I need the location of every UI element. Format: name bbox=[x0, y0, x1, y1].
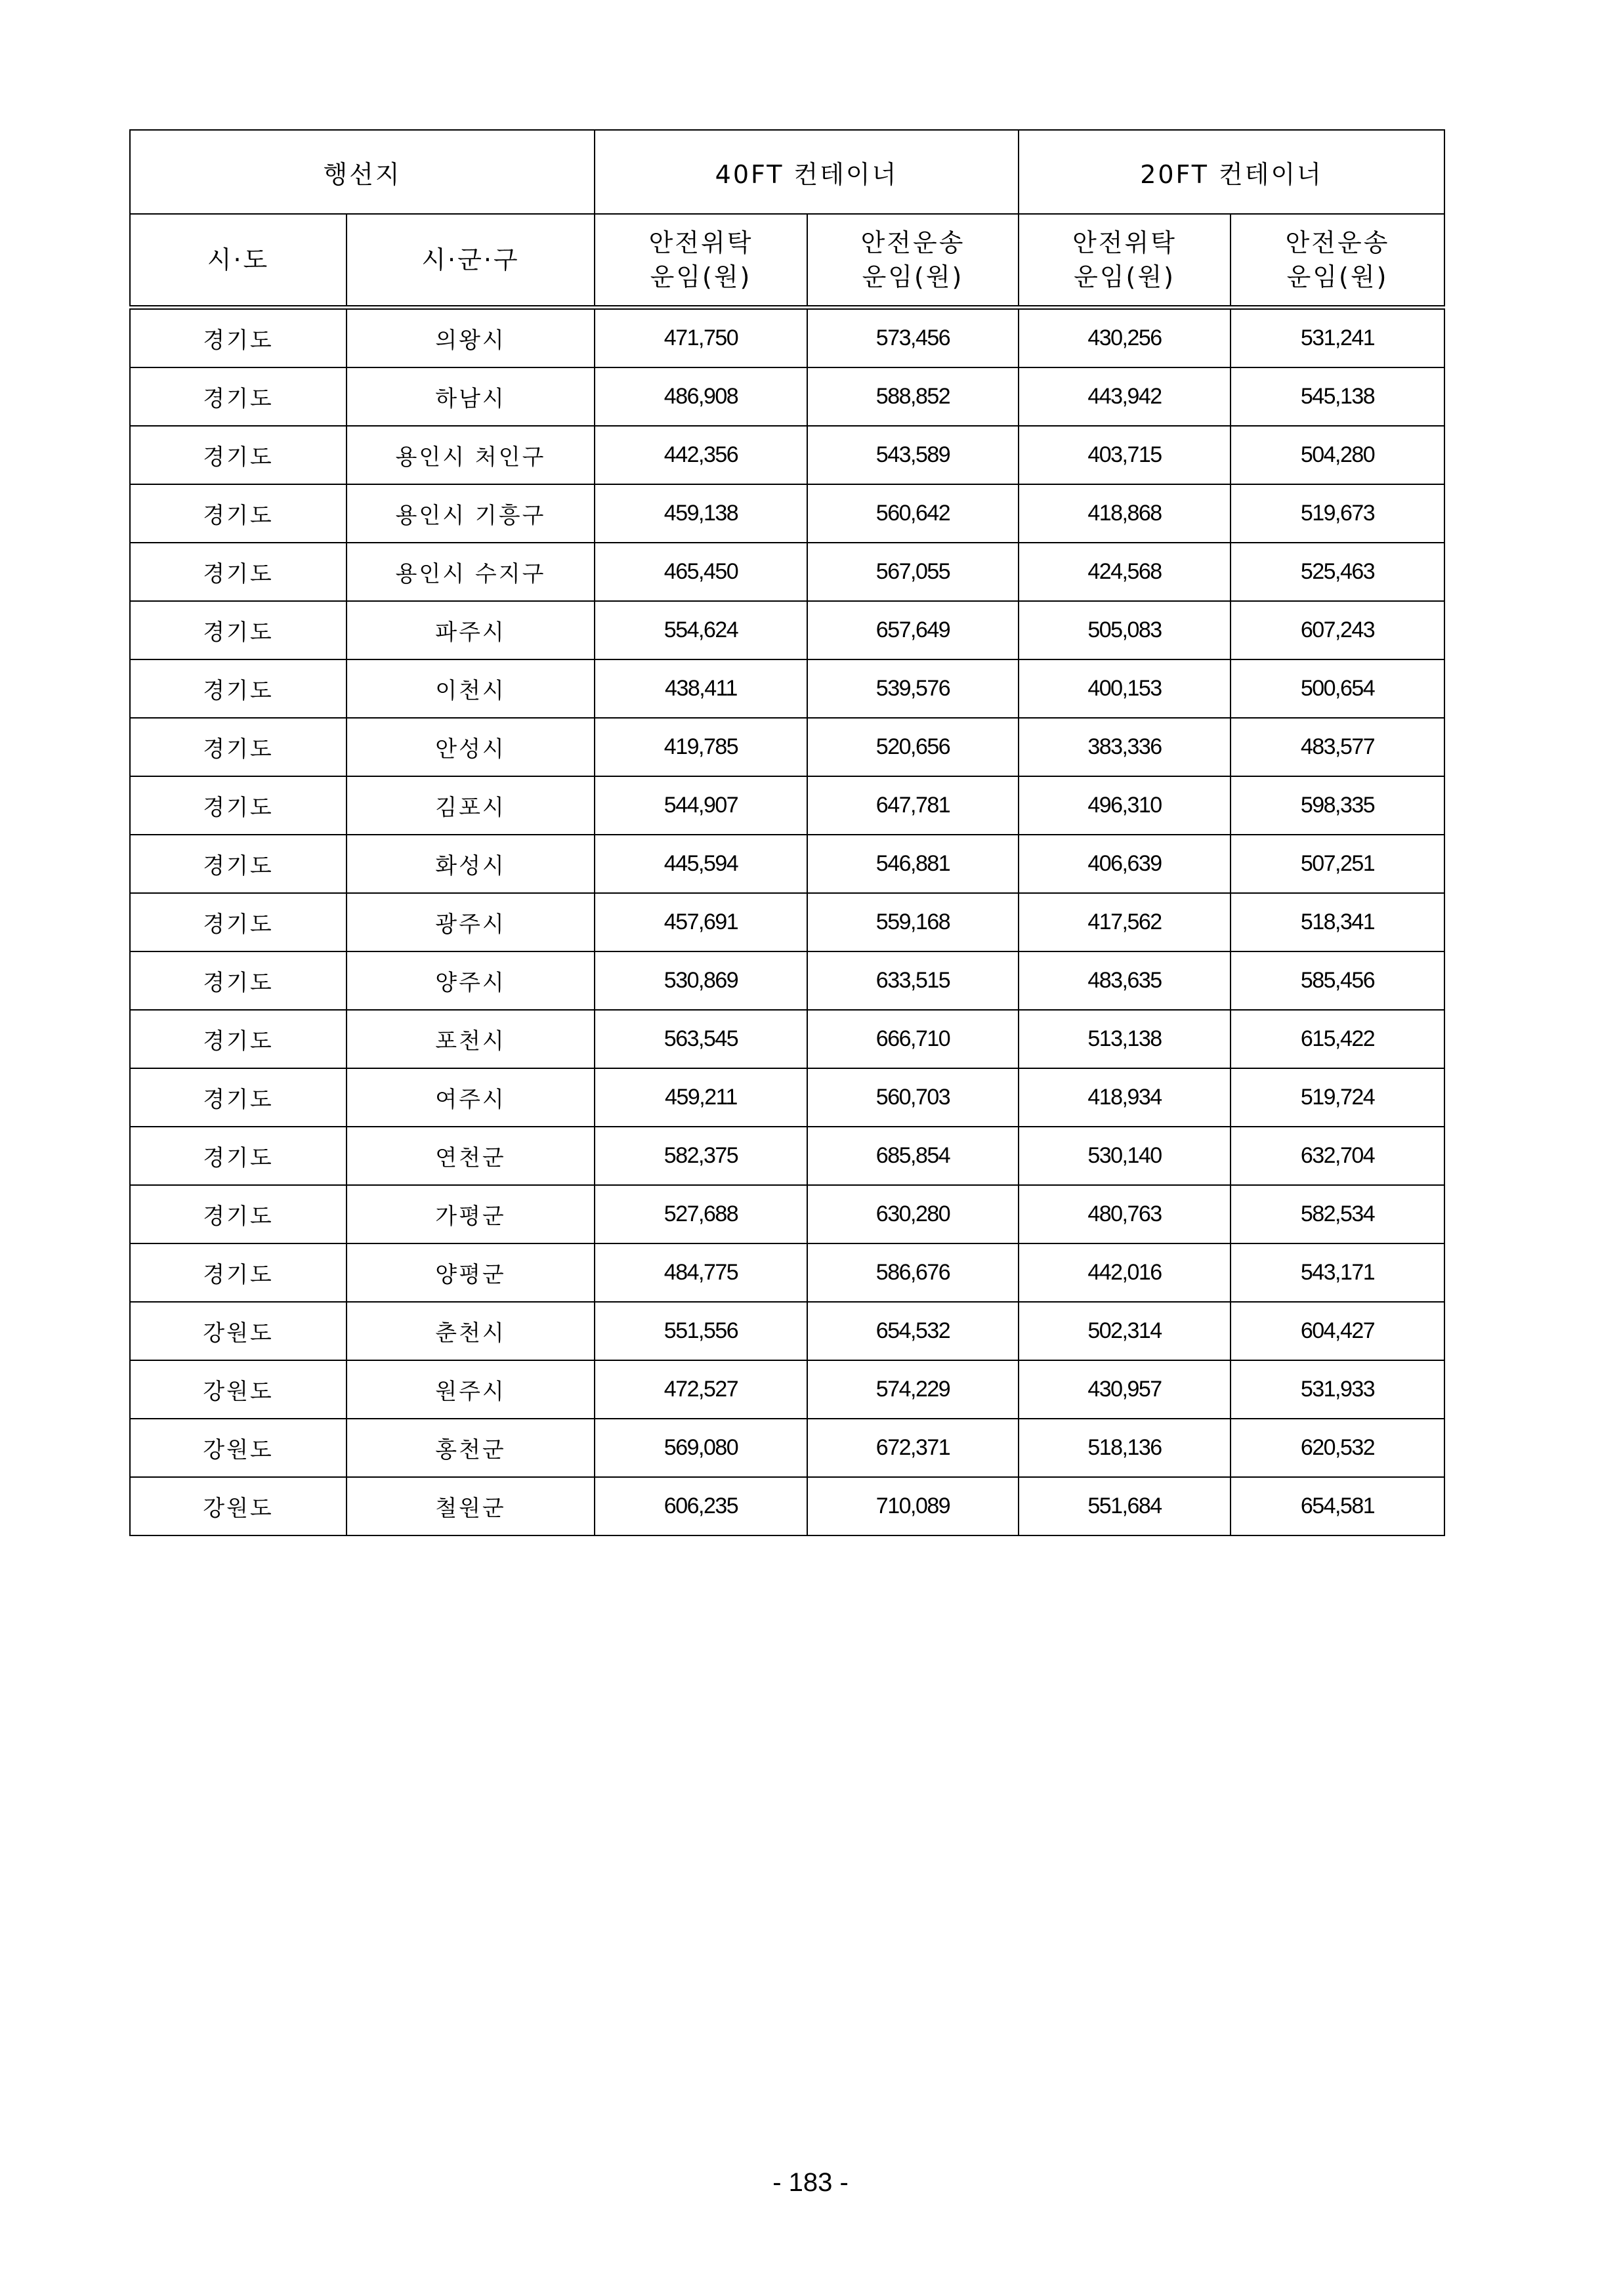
province-cell: 경기도 bbox=[130, 1010, 347, 1068]
city-cell: 포천시 bbox=[347, 1010, 595, 1068]
table-row bbox=[130, 1068, 1444, 1127]
ft40-transport-cell: 560,642 bbox=[807, 484, 1019, 543]
table-row bbox=[130, 1360, 1444, 1419]
ft20-transport-cell: 483,577 bbox=[1231, 718, 1444, 776]
ft40-transport-cell: 633,515 bbox=[807, 951, 1019, 1010]
ft20-transport-cell: 654,581 bbox=[1231, 1477, 1444, 1535]
ft40-transport-cell: 567,055 bbox=[807, 543, 1019, 601]
ft20-entrusted-cell: 530,140 bbox=[1019, 1127, 1231, 1185]
ft40-entrusted-cell: 486,908 bbox=[595, 367, 807, 426]
ft40-transport-cell: 574,229 bbox=[807, 1360, 1019, 1419]
ft40-transport-cell: 588,852 bbox=[807, 367, 1019, 426]
city-cell: 홍천군 bbox=[347, 1419, 595, 1477]
header-row-top bbox=[130, 130, 1444, 214]
ft20-entrusted-cell: 505,083 bbox=[1019, 601, 1231, 659]
ft20-transport-cell: 525,463 bbox=[1231, 543, 1444, 601]
ft20-transport-cell: 504,280 bbox=[1231, 426, 1444, 484]
ft40-transport-cell: 672,371 bbox=[807, 1419, 1019, 1477]
ft40-entrusted-cell: 442,356 bbox=[595, 426, 807, 484]
ft40-transport-cell: 647,781 bbox=[807, 776, 1019, 835]
ft20-entrusted-cell: 418,934 bbox=[1019, 1068, 1231, 1127]
ft20-transport-cell: 543,171 bbox=[1231, 1243, 1444, 1302]
page-number: - 183 - bbox=[772, 2168, 849, 2197]
city-cell: 가평군 bbox=[347, 1185, 595, 1243]
table-row bbox=[130, 1477, 1444, 1535]
table-row bbox=[130, 1185, 1444, 1243]
ft20-transport-cell: 582,534 bbox=[1231, 1185, 1444, 1243]
header-20ft-entrusted-line2: 운임(원) bbox=[1074, 262, 1175, 291]
province-cell: 경기도 bbox=[130, 659, 347, 718]
ft20-transport-cell: 604,427 bbox=[1231, 1302, 1444, 1360]
city-cell: 안성시 bbox=[347, 718, 595, 776]
ft20-entrusted-cell: 406,639 bbox=[1019, 835, 1231, 893]
province-cell: 강원도 bbox=[130, 1477, 347, 1535]
ft40-entrusted-cell: 438,411 bbox=[595, 659, 807, 718]
ft40-entrusted-cell: 544,907 bbox=[595, 776, 807, 835]
header-row-sub bbox=[130, 214, 1444, 308]
ft20-entrusted-cell: 400,153 bbox=[1019, 659, 1231, 718]
header-20ft-container: 20FT 컨테이너 bbox=[1019, 130, 1444, 214]
province-cell: 경기도 bbox=[130, 718, 347, 776]
table-row bbox=[130, 1243, 1444, 1302]
table-row bbox=[130, 835, 1444, 893]
ft20-entrusted-cell: 383,336 bbox=[1019, 718, 1231, 776]
ft40-entrusted-cell: 465,450 bbox=[595, 543, 807, 601]
ft40-entrusted-cell: 445,594 bbox=[595, 835, 807, 893]
province-cell: 경기도 bbox=[130, 1068, 347, 1127]
table-row bbox=[130, 1419, 1444, 1477]
ft20-transport-cell: 620,532 bbox=[1231, 1419, 1444, 1477]
ft40-entrusted-cell: 551,556 bbox=[595, 1302, 807, 1360]
ft40-transport-cell: 685,854 bbox=[807, 1127, 1019, 1185]
ft20-entrusted-cell: 480,763 bbox=[1019, 1185, 1231, 1243]
ft40-transport-cell: 539,576 bbox=[807, 659, 1019, 718]
ft40-entrusted-cell: 569,080 bbox=[595, 1419, 807, 1477]
ft20-entrusted-cell: 430,957 bbox=[1019, 1360, 1231, 1419]
ft20-transport-cell: 632,704 bbox=[1231, 1127, 1444, 1185]
ft40-entrusted-cell: 471,750 bbox=[595, 308, 807, 368]
table-row bbox=[130, 893, 1444, 951]
city-cell: 용인시 처인구 bbox=[347, 426, 595, 484]
ft40-transport-cell: 586,676 bbox=[807, 1243, 1019, 1302]
ft20-transport-cell: 607,243 bbox=[1231, 601, 1444, 659]
city-cell: 김포시 bbox=[347, 776, 595, 835]
province-cell: 경기도 bbox=[130, 951, 347, 1010]
header-40ft-entrusted-line1: 안전위탁 bbox=[648, 228, 753, 257]
city-cell: 원주시 bbox=[347, 1360, 595, 1419]
ft20-transport-cell: 507,251 bbox=[1231, 835, 1444, 893]
header-40ft-transport-line2: 운임(원) bbox=[862, 262, 964, 291]
province-cell: 경기도 bbox=[130, 308, 347, 368]
ft20-entrusted-cell: 518,136 bbox=[1019, 1419, 1231, 1477]
ft40-transport-cell: 630,280 bbox=[807, 1185, 1019, 1243]
province-cell: 강원도 bbox=[130, 1360, 347, 1419]
ft20-transport-cell: 500,654 bbox=[1231, 659, 1444, 718]
province-cell: 경기도 bbox=[130, 893, 347, 951]
table-row bbox=[130, 308, 1444, 368]
ft20-transport-cell: 519,673 bbox=[1231, 484, 1444, 543]
ft40-transport-cell: 560,703 bbox=[807, 1068, 1019, 1127]
ft20-entrusted-cell: 443,942 bbox=[1019, 367, 1231, 426]
ft40-transport-cell: 573,456 bbox=[807, 308, 1019, 368]
city-cell: 의왕시 bbox=[347, 308, 595, 368]
ft40-transport-cell: 546,881 bbox=[807, 835, 1019, 893]
province-cell: 경기도 bbox=[130, 426, 347, 484]
ft40-transport-cell: 520,656 bbox=[807, 718, 1019, 776]
province-cell: 경기도 bbox=[130, 601, 347, 659]
city-cell: 연천군 bbox=[347, 1127, 595, 1185]
province-cell: 경기도 bbox=[130, 835, 347, 893]
ft20-entrusted-cell: 496,310 bbox=[1019, 776, 1231, 835]
ft20-transport-cell: 598,335 bbox=[1231, 776, 1444, 835]
province-cell: 경기도 bbox=[130, 1127, 347, 1185]
ft20-entrusted-cell: 483,635 bbox=[1019, 951, 1231, 1010]
header-20ft-transport-line1: 안전운송 bbox=[1285, 228, 1390, 257]
ft20-transport-cell: 545,138 bbox=[1231, 367, 1444, 426]
header-20ft-entrusted-line1: 안전위탁 bbox=[1072, 228, 1177, 257]
city-cell: 춘천시 bbox=[347, 1302, 595, 1360]
header-40ft-container: 40FT 컨테이너 bbox=[595, 130, 1019, 214]
table-row bbox=[130, 659, 1444, 718]
ft20-transport-cell: 615,422 bbox=[1231, 1010, 1444, 1068]
ft40-entrusted-cell: 582,375 bbox=[595, 1127, 807, 1185]
table-row bbox=[130, 543, 1444, 601]
city-cell: 화성시 bbox=[347, 835, 595, 893]
table-row bbox=[130, 776, 1444, 835]
ft40-entrusted-cell: 419,785 bbox=[595, 718, 807, 776]
header-20ft-transport-line2: 운임(원) bbox=[1286, 262, 1389, 291]
table-row bbox=[130, 1010, 1444, 1068]
ft20-entrusted-cell: 502,314 bbox=[1019, 1302, 1231, 1360]
ft20-entrusted-cell: 418,868 bbox=[1019, 484, 1231, 543]
ft20-transport-cell: 519,724 bbox=[1231, 1068, 1444, 1127]
city-cell: 양평군 bbox=[347, 1243, 595, 1302]
ft40-entrusted-cell: 527,688 bbox=[595, 1185, 807, 1243]
header-40ft-entrusted bbox=[595, 214, 807, 308]
ft20-entrusted-cell: 417,562 bbox=[1019, 893, 1231, 951]
city-cell: 파주시 bbox=[347, 601, 595, 659]
ft40-entrusted-cell: 472,527 bbox=[595, 1360, 807, 1419]
table-row bbox=[130, 601, 1444, 659]
header-40ft-transport-line1: 안전운송 bbox=[860, 228, 965, 257]
table-row bbox=[130, 426, 1444, 484]
province-cell: 경기도 bbox=[130, 484, 347, 543]
ft40-transport-cell: 654,532 bbox=[807, 1302, 1019, 1360]
header-city: 시·군·구 bbox=[347, 214, 595, 308]
ft20-entrusted-cell: 513,138 bbox=[1019, 1010, 1231, 1068]
table-row bbox=[130, 1127, 1444, 1185]
ft20-transport-cell: 518,341 bbox=[1231, 893, 1444, 951]
ft40-entrusted-cell: 554,624 bbox=[595, 601, 807, 659]
city-cell: 용인시 수지구 bbox=[347, 543, 595, 601]
province-cell: 경기도 bbox=[130, 1185, 347, 1243]
ft40-entrusted-cell: 484,775 bbox=[595, 1243, 807, 1302]
province-cell: 경기도 bbox=[130, 776, 347, 835]
ft40-transport-cell: 559,168 bbox=[807, 893, 1019, 951]
ft20-entrusted-cell: 430,256 bbox=[1019, 308, 1231, 368]
ft40-entrusted-cell: 530,869 bbox=[595, 951, 807, 1010]
ft40-entrusted-cell: 459,211 bbox=[595, 1068, 807, 1127]
ft20-transport-cell: 531,933 bbox=[1231, 1360, 1444, 1419]
ft20-transport-cell: 531,241 bbox=[1231, 308, 1444, 368]
ft40-entrusted-cell: 563,545 bbox=[595, 1010, 807, 1068]
ft40-entrusted-cell: 459,138 bbox=[595, 484, 807, 543]
table-row bbox=[130, 1302, 1444, 1360]
province-cell: 경기도 bbox=[130, 1243, 347, 1302]
ft40-entrusted-cell: 457,691 bbox=[595, 893, 807, 951]
header-40ft-entrusted-line2: 운임(원) bbox=[650, 262, 752, 291]
city-cell: 철원군 bbox=[347, 1477, 595, 1535]
city-cell: 여주시 bbox=[347, 1068, 595, 1127]
ft20-transport-cell: 585,456 bbox=[1231, 951, 1444, 1010]
table-row bbox=[130, 484, 1444, 543]
province-cell: 강원도 bbox=[130, 1419, 347, 1477]
province-cell: 강원도 bbox=[130, 1302, 347, 1360]
header-destination: 행선지 bbox=[130, 130, 595, 214]
header-20ft-transport bbox=[1231, 214, 1444, 308]
ft20-entrusted-cell: 403,715 bbox=[1019, 426, 1231, 484]
ft40-transport-cell: 543,589 bbox=[807, 426, 1019, 484]
header-province: 시·도 bbox=[130, 214, 347, 308]
province-cell: 경기도 bbox=[130, 543, 347, 601]
freight-rate-table bbox=[129, 129, 1445, 1536]
city-cell: 광주시 bbox=[347, 893, 595, 951]
ft20-entrusted-cell: 442,016 bbox=[1019, 1243, 1231, 1302]
city-cell: 이천시 bbox=[347, 659, 595, 718]
ft40-transport-cell: 657,649 bbox=[807, 601, 1019, 659]
header-20ft-entrusted bbox=[1019, 214, 1231, 308]
table-row bbox=[130, 718, 1444, 776]
province-cell: 경기도 bbox=[130, 367, 347, 426]
ft40-transport-cell: 666,710 bbox=[807, 1010, 1019, 1068]
ft20-entrusted-cell: 551,684 bbox=[1019, 1477, 1231, 1535]
ft40-entrusted-cell: 606,235 bbox=[595, 1477, 807, 1535]
city-cell: 양주시 bbox=[347, 951, 595, 1010]
city-cell: 하남시 bbox=[347, 367, 595, 426]
ft40-transport-cell: 710,089 bbox=[807, 1477, 1019, 1535]
header-40ft-transport bbox=[807, 214, 1019, 308]
table-row bbox=[130, 951, 1444, 1010]
table-row bbox=[130, 367, 1444, 426]
ft20-entrusted-cell: 424,568 bbox=[1019, 543, 1231, 601]
city-cell: 용인시 기흥구 bbox=[347, 484, 595, 543]
